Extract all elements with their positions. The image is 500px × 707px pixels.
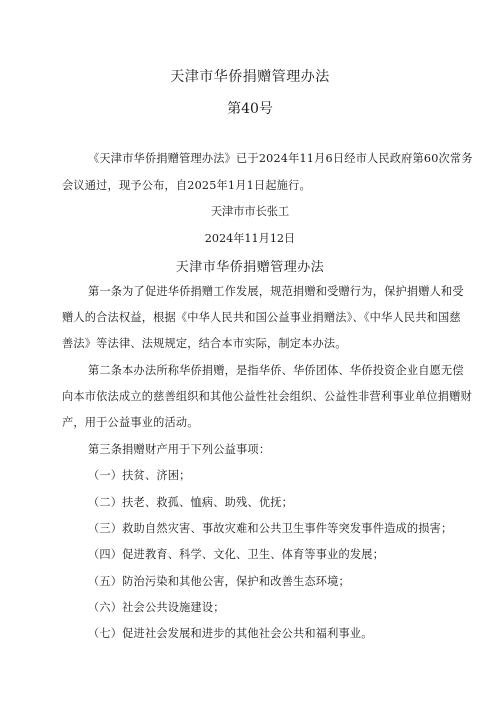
measures-title: 天津市华侨捐赠管理办法 [175, 260, 325, 275]
decree-number: 第40号 [227, 101, 273, 117]
article-1-line-3: 善法》等法律、法规规定，结合本市实际，制定本办法。 [62, 337, 347, 350]
preamble-line-2: 会议通过，现予公布，自2025年1月1日起施行。 [62, 179, 311, 192]
signer: 天津市市长张工 [210, 205, 290, 218]
signing-date: 2024年11月12日 [204, 232, 296, 245]
article-2-line-3: 产，用于公益事业的活动。 [62, 416, 199, 429]
article-3-item-4: （四）促进教育、科学、文化、卫生、体育等事业的发展； [88, 548, 385, 561]
article-3-item-6: （六）社会公共设施建设； [88, 601, 225, 614]
article-3-item-1: （一）扶贫、济困； [88, 469, 191, 482]
article-3-lead: 第三条捐赠财产用于下列公益事项： [88, 443, 271, 456]
preamble-line-1: 《天津市华侨捐赠管理办法》已于2024年11月6日经市人民政府第60次常务 [88, 152, 473, 165]
document-title: 天津市华侨捐赠管理办法 [170, 69, 330, 85]
article-2-line-1: 第二条本办法所称华侨捐赠，是指华侨、华侨团体、华侨投资企业自愿无偿 [88, 364, 464, 377]
article-3-item-2: （二）扶老、救孤、恤病、助残、优抚； [88, 496, 293, 509]
article-1-line-2: 赠人的合法权益，根据《中华人民共和国公益事业捐赠法》、《中华人民共和国慈 [62, 311, 461, 324]
article-2-line-2: 向本市依法成立的慈善组织和其他公益性社会组织、公益性非营利事业单位捐赠财 [62, 390, 472, 403]
article-3-item-3: （三）救助自然灾害、事故灾难和公共卫生事件等突发事件造成的损害； [88, 522, 453, 535]
article-3-item-5: （五）防治污染和其他公害，保护和改善生态环境； [88, 575, 350, 588]
article-1-line-1: 第一条为了促进华侨捐赠工作发展，规范捐赠和受赠行为，保护捐赠人和受 [88, 285, 464, 298]
article-3-item-7: （七）促进社会发展和进步的其他社会公共和福利事业。 [88, 627, 373, 640]
